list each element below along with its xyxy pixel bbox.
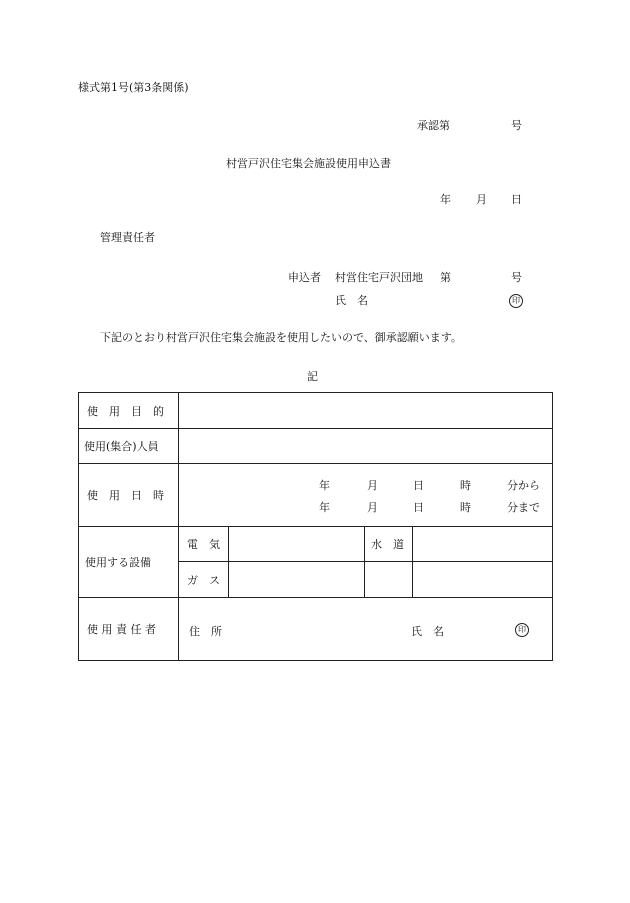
- purpose-label-cell: [79, 393, 179, 429]
- datetime-label-cell: [79, 464, 179, 527]
- datetime-field[interactable]: [179, 464, 553, 527]
- datetime-row: [79, 464, 553, 527]
- form-number: 様式第1号(第3条関係): [78, 81, 189, 94]
- equipment-label-cell: [79, 527, 179, 598]
- equipment-row-1: [79, 527, 553, 562]
- gas-field[interactable]: [229, 562, 365, 598]
- empty-label-cell: [365, 562, 413, 598]
- to-minute: 分まで: [507, 501, 540, 514]
- approval-prefix: 承認第: [417, 119, 450, 132]
- manager-seal-icon: 印: [515, 622, 529, 637]
- datetime-label: 使 用 日 時: [87, 489, 164, 502]
- purpose-label: 使 用 目 的: [87, 404, 164, 418]
- manager-label-cell: [79, 598, 179, 661]
- to-hour: 時: [460, 501, 471, 514]
- from-hour: 時: [460, 479, 471, 492]
- equipment-label: 使用する設備: [85, 556, 151, 569]
- ki-heading: 記: [307, 370, 318, 383]
- from-year: 年: [319, 479, 330, 492]
- applicant-address: 村営住宅戸沢団地: [335, 271, 423, 284]
- electricity-label-cell: [179, 527, 229, 562]
- applicant-seal-icon: 印: [509, 293, 523, 308]
- manager-field[interactable]: [179, 598, 553, 661]
- from-minute: 分から: [507, 479, 540, 492]
- persons-row: [79, 429, 553, 464]
- manager-row: [79, 598, 553, 661]
- persons-field[interactable]: [179, 429, 553, 464]
- purpose-row: [79, 393, 553, 429]
- from-day: 日: [413, 479, 424, 492]
- empty-field[interactable]: [413, 562, 553, 598]
- applicant-dai: 第: [440, 271, 451, 284]
- body-text: 下記のとおり村営戸沢住宅集会施設を使用したいので、御承認願います。: [100, 331, 462, 344]
- to-day: 日: [413, 501, 424, 514]
- from-month: 月: [367, 479, 378, 492]
- applicant-go: 号: [511, 271, 522, 284]
- addressee: 管理責任者: [100, 231, 155, 244]
- manager-name-label: 氏 名: [411, 625, 444, 638]
- manager-address-label: 住 所: [189, 625, 222, 638]
- electricity-label: 電 気: [187, 538, 220, 551]
- water-label-cell: [365, 527, 413, 562]
- date-month: 月: [476, 193, 487, 206]
- gas-label: ガ ス: [187, 573, 220, 587]
- date-day: 日: [511, 193, 522, 206]
- water-field[interactable]: [413, 527, 553, 562]
- persons-label-cell: [79, 429, 179, 464]
- to-year: 年: [319, 501, 330, 514]
- gas-label-cell: [179, 562, 229, 598]
- document-title: 村営戸沢住宅集会施設使用申込書: [226, 157, 391, 170]
- applicant-label: 申込者: [288, 271, 321, 284]
- manager-label: 使 用 責 任 者: [87, 623, 156, 636]
- purpose-field[interactable]: [179, 393, 553, 429]
- water-label: 水 道: [371, 538, 404, 551]
- to-month: 月: [367, 501, 378, 514]
- applicant-name-label: 氏 名: [335, 294, 368, 307]
- date-year: 年: [440, 193, 451, 206]
- approval-suffix: 号: [511, 119, 522, 132]
- electricity-field[interactable]: [229, 527, 365, 562]
- application-table: [78, 392, 553, 661]
- persons-label: 使用(集合)人員: [84, 440, 159, 453]
